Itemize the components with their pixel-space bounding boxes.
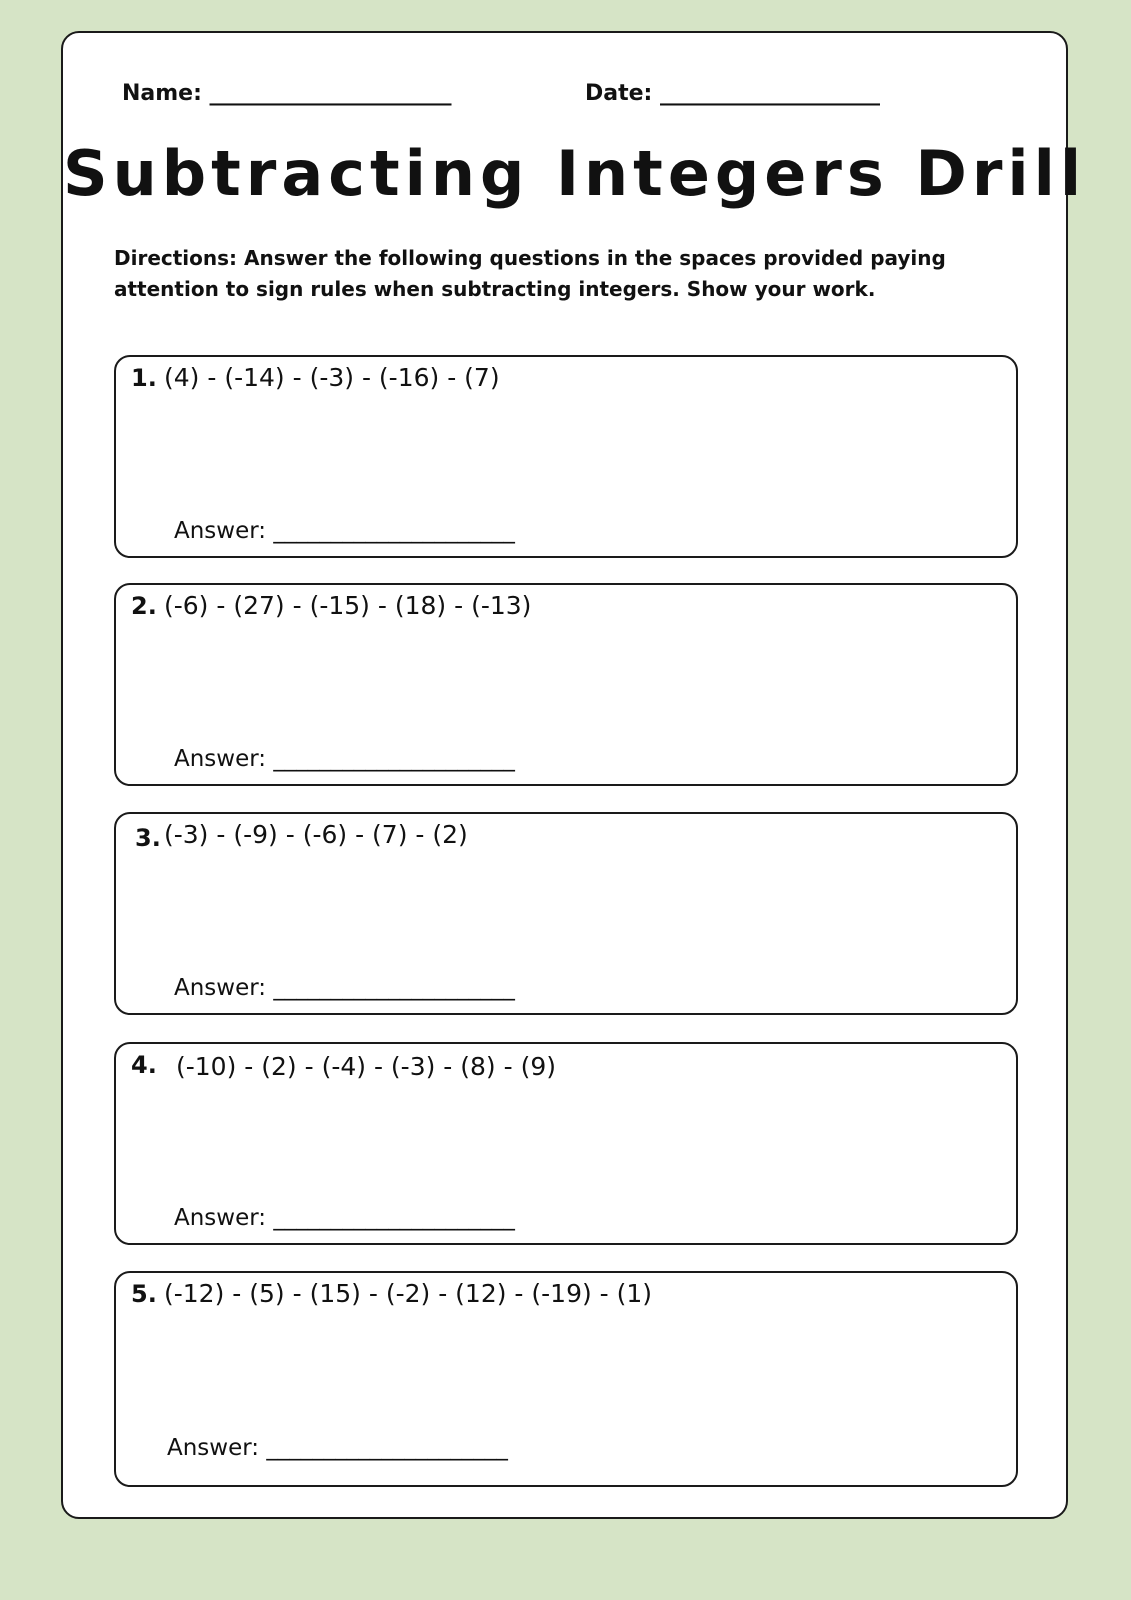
- problem-box-5[interactable]: [114, 1271, 1018, 1487]
- problem-box-4[interactable]: [114, 1042, 1018, 1245]
- answer-field[interactable]: Answer: _____________________: [174, 746, 515, 772]
- problem-expression: (-6) - (27) - (-15) - (18) - (-13): [164, 591, 532, 620]
- problem-expression: (4) - (-14) - (-3) - (-16) - (7): [164, 363, 500, 392]
- directions-text: Directions: Answer the following questions in the spaces provided paying attention to sign rules when subtracting integers. Show your work.: [114, 246, 946, 301]
- problem-box-2[interactable]: [114, 583, 1018, 786]
- answer-field[interactable]: Answer: _____________________: [174, 518, 515, 544]
- problem-number: 4.: [131, 1051, 157, 1079]
- problem-expression: (-10) - (2) - (-4) - (-3) - (8) - (9): [176, 1052, 557, 1081]
- problem-expression: (-3) - (-9) - (-6) - (7) - (2): [164, 820, 468, 849]
- answer-field[interactable]: Answer: _____________________: [167, 1435, 508, 1461]
- answer-field[interactable]: Answer: _____________________: [174, 1205, 515, 1231]
- problem-number: 1.: [131, 364, 157, 392]
- date-field[interactable]: Date: ____________________: [585, 81, 881, 106]
- problem-number: 3.: [135, 824, 161, 852]
- answer-field[interactable]: Answer: _____________________: [174, 975, 515, 1001]
- name-field[interactable]: Name: ______________________: [122, 81, 452, 106]
- problem-box-3[interactable]: [114, 812, 1018, 1015]
- worksheet-page: [61, 31, 1087, 1519]
- problem-number: 2.: [131, 592, 157, 620]
- page-title: Subtracting Integers Drill: [63, 137, 1087, 210]
- problem-box-1[interactable]: [114, 355, 1018, 558]
- problem-number: 5.: [131, 1280, 157, 1308]
- problem-expression: (-12) - (5) - (15) - (-2) - (12) - (-19) - (1): [164, 1279, 653, 1308]
